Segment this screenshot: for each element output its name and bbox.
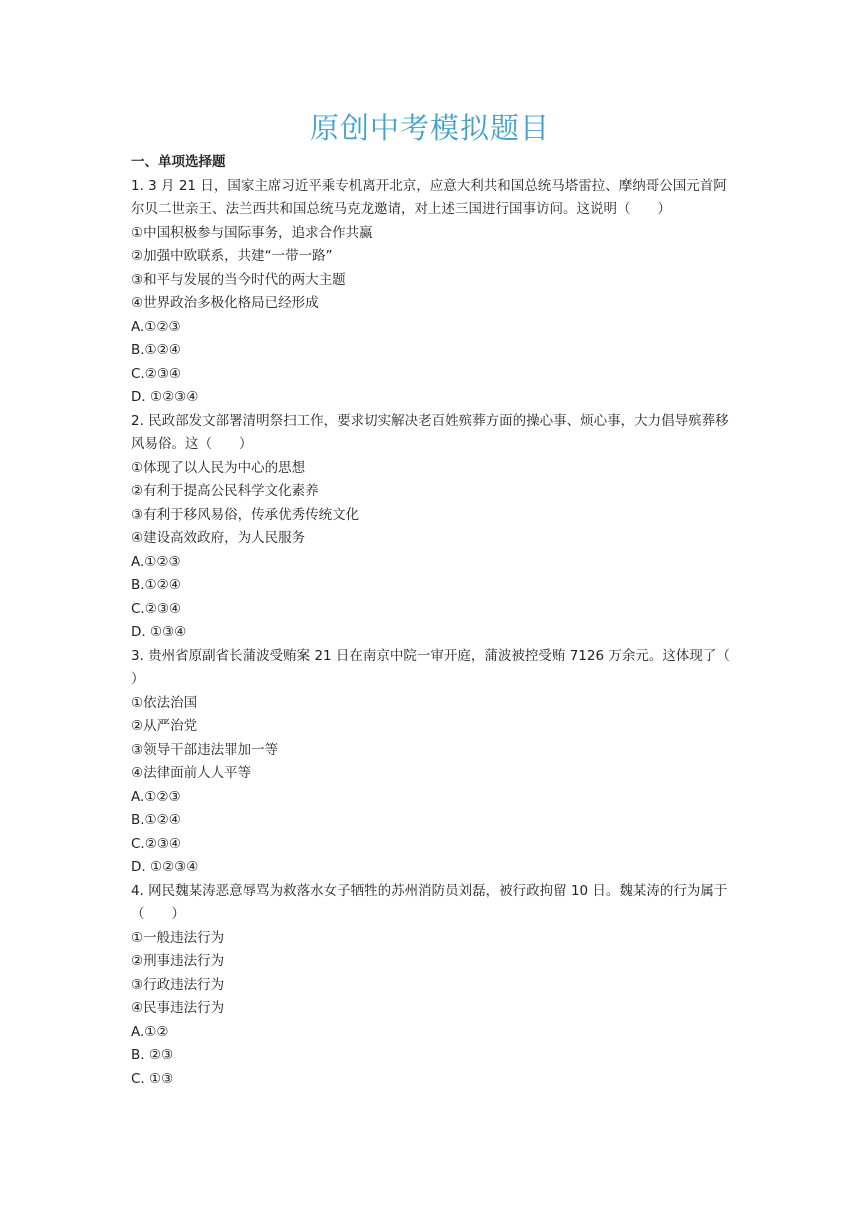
question-statement: ④建设高效政府，为人民服务 bbox=[131, 530, 306, 546]
question-statement: ④世界政治多极化格局已经形成 bbox=[131, 295, 319, 311]
question-statement: ③行政违法行为 bbox=[131, 976, 225, 993]
question-statement: ④法律面前人人平等 bbox=[131, 765, 252, 781]
question-statement: ②加强中欧联系，共建“一带一路” bbox=[131, 248, 333, 264]
question-1 bbox=[131, 175, 735, 410]
question-stem: 2. 民政部发文部署清明祭扫工作，要求切实解决老百姓殡葬方面的操心事、烦心事，大力倡导殡葬移风易俗。这（ ） bbox=[131, 412, 729, 452]
question-statement: ①一般违法行为 bbox=[131, 929, 225, 946]
question-statement: ①体现了以人民为中心的思想 bbox=[131, 459, 306, 476]
question-2 bbox=[131, 410, 735, 645]
answer-option: A.①②③ bbox=[131, 318, 181, 335]
answer-option: A.①②③ bbox=[131, 553, 181, 570]
answer-option: B. ②③ bbox=[131, 1047, 174, 1063]
answer-option: C.②③④ bbox=[131, 365, 182, 382]
question-stem: 4. 网民魏某涛恶意辱骂为救落水女子牺牲的苏州消防员刘磊，被行政拘留 10 日。魏某涛的行为属于（ ） bbox=[131, 882, 728, 922]
question-statement: ②刑事违法行为 bbox=[131, 953, 225, 969]
answer-option: C.②③④ bbox=[131, 835, 182, 852]
question-stem: 3. 贵州省原副省长蒲波受贿案 21 日在南京中院一审开庭，蒲波被控受贿 7126 万余元。这体现了（ ） bbox=[131, 647, 757, 687]
question-statement: ③领导干部违法罪加一等 bbox=[131, 741, 279, 758]
question-statement: ①依法治国 bbox=[131, 694, 198, 711]
answer-option: D. ①②③④ bbox=[131, 389, 199, 405]
document-body bbox=[131, 151, 757, 1091]
question-statement: ③和平与发展的当今时代的两大主题 bbox=[131, 271, 346, 288]
question-statement: ③有利于移风易俗，传承优秀传统文化 bbox=[131, 506, 360, 523]
question-statement: ④民事违法行为 bbox=[131, 1000, 225, 1016]
question-statement: ②从严治党 bbox=[131, 718, 198, 734]
answer-option: C.②③④ bbox=[131, 600, 182, 617]
question-stem: 1. 3 月 21 日，国家主席习近平乘专机离开北京，应意大利共和国总统马塔雷拉、摩纳哥公国元首阿尔贝二世亲王、法兰西共和国总统马克龙邀请，对上述三国进行国事访问。这说明（ ） bbox=[131, 177, 727, 217]
question-3 bbox=[131, 645, 757, 880]
question-4 bbox=[131, 880, 735, 1092]
question-statement: ②有利于提高公民科学文化素养 bbox=[131, 483, 319, 499]
answer-option: D. ①②③④ bbox=[131, 859, 199, 875]
answer-option: B.①②④ bbox=[131, 342, 181, 358]
section-heading: 一、单项选择题 bbox=[131, 154, 226, 170]
answer-option: B.①②④ bbox=[131, 577, 181, 593]
answer-option: B.①②④ bbox=[131, 812, 181, 828]
answer-option: A.①② bbox=[131, 1023, 169, 1040]
answer-option: A.①②③ bbox=[131, 788, 181, 805]
answer-option: D. ①③④ bbox=[131, 624, 187, 640]
answer-option: C. ①③ bbox=[131, 1070, 174, 1087]
document-title: 原创中考模拟题目 bbox=[309, 111, 550, 145]
question-statement: ①中国积极参与国际事务，追求合作共赢 bbox=[131, 224, 373, 241]
